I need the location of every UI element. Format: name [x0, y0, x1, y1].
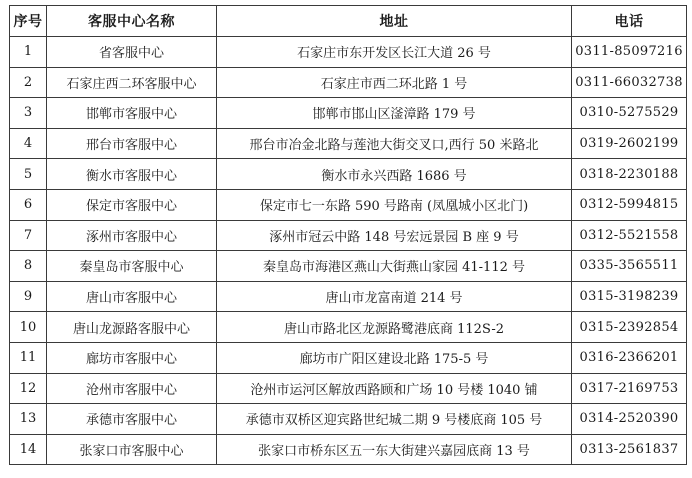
cell-phone: 0315-3198239 [572, 281, 687, 312]
cell-no: 5 [10, 159, 47, 190]
cell-phone: 0315-2392854 [572, 312, 687, 343]
cell-no: 14 [10, 434, 47, 465]
cell-address: 张家口市桥东区五一东大街建兴嘉园底商 13 号 [217, 434, 572, 465]
cell-address: 衡水市永兴西路 1686 号 [217, 159, 572, 190]
cell-phone: 0318-2230188 [572, 159, 687, 190]
header-address: 地址 [217, 6, 572, 37]
cell-name: 涿州市客服中心 [47, 220, 217, 251]
cell-name: 保定市客服中心 [47, 189, 217, 220]
cell-no: 3 [10, 98, 47, 129]
cell-no: 9 [10, 281, 47, 312]
cell-name: 廊坊市客服中心 [47, 342, 217, 373]
table-row [10, 159, 687, 190]
cell-address: 邯郸市邯山区滏漳路 179 号 [217, 98, 572, 129]
cell-phone: 0319-2602199 [572, 128, 687, 159]
cell-no: 10 [10, 312, 47, 343]
table-row [10, 342, 687, 373]
cell-phone: 0313-2561837 [572, 434, 687, 465]
cell-no: 13 [10, 404, 47, 435]
table-row [10, 67, 687, 98]
cell-no: 4 [10, 128, 47, 159]
cell-name: 唐山龙源路客服中心 [47, 312, 217, 343]
cell-name: 唐山市客服中心 [47, 281, 217, 312]
cell-address: 石家庄市东开发区长江大道 26 号 [217, 37, 572, 68]
table-row [10, 220, 687, 251]
header-name: 客服中心名称 [47, 6, 217, 37]
table-row [10, 37, 687, 68]
cell-address: 沧州市运河区解放西路顾和广场 10 号楼 1040 铺 [217, 373, 572, 404]
table-body [10, 37, 687, 465]
cell-phone: 0312-5994815 [572, 189, 687, 220]
cell-address: 承德市双桥区迎宾路世纪城二期 9 号楼底商 105 号 [217, 404, 572, 435]
cell-address: 秦皇岛市海港区燕山大街燕山家园 41-112 号 [217, 251, 572, 282]
cell-no: 12 [10, 373, 47, 404]
table-row [10, 312, 687, 343]
table-header [10, 6, 687, 37]
cell-no: 1 [10, 37, 47, 68]
table-row [10, 251, 687, 282]
cell-no: 7 [10, 220, 47, 251]
cell-no: 11 [10, 342, 47, 373]
header-row [10, 6, 687, 37]
cell-name: 秦皇岛市客服中心 [47, 251, 217, 282]
table-row [10, 128, 687, 159]
cell-phone: 0311-85097216 [572, 37, 687, 68]
service-center-table [9, 5, 687, 465]
table-row [10, 281, 687, 312]
cell-address: 涿州市冠云中路 148 号宏远景园 B 座 9 号 [217, 220, 572, 251]
cell-name: 省客服中心 [47, 37, 217, 68]
cell-address: 保定市七一东路 590 号路南 (凤凰城小区北门) [217, 189, 572, 220]
header-phone: 电话 [572, 6, 687, 37]
table-row [10, 404, 687, 435]
cell-name: 张家口市客服中心 [47, 434, 217, 465]
cell-phone: 0317-2169753 [572, 373, 687, 404]
table-row [10, 189, 687, 220]
cell-no: 2 [10, 67, 47, 98]
cell-address: 唐山市路北区龙源路鹭港底商 112S-2 [217, 312, 572, 343]
table-row [10, 373, 687, 404]
cell-name: 沧州市客服中心 [47, 373, 217, 404]
table-row [10, 98, 687, 129]
header-no: 序号 [10, 6, 47, 37]
cell-address: 唐山市龙富南道 214 号 [217, 281, 572, 312]
table-row [10, 434, 687, 465]
cell-address: 邢台市冶金北路与莲池大街交叉口,西行 50 米路北 [217, 128, 572, 159]
cell-phone: 0335-3565511 [572, 251, 687, 282]
cell-no: 8 [10, 251, 47, 282]
cell-address: 石家庄市西二环北路 1 号 [217, 67, 572, 98]
cell-name: 衡水市客服中心 [47, 159, 217, 190]
cell-name: 邯郸市客服中心 [47, 98, 217, 129]
cell-phone: 0310-5275529 [572, 98, 687, 129]
cell-no: 6 [10, 189, 47, 220]
cell-phone: 0314-2520390 [572, 404, 687, 435]
cell-name: 石家庄西二环客服中心 [47, 67, 217, 98]
cell-address: 廊坊市广阳区建设北路 175-5 号 [217, 342, 572, 373]
cell-name: 邢台市客服中心 [47, 128, 217, 159]
cell-phone: 0316-2366201 [572, 342, 687, 373]
cell-phone: 0312-5521558 [572, 220, 687, 251]
cell-name: 承德市客服中心 [47, 404, 217, 435]
cell-phone: 0311-66032738 [572, 67, 687, 98]
